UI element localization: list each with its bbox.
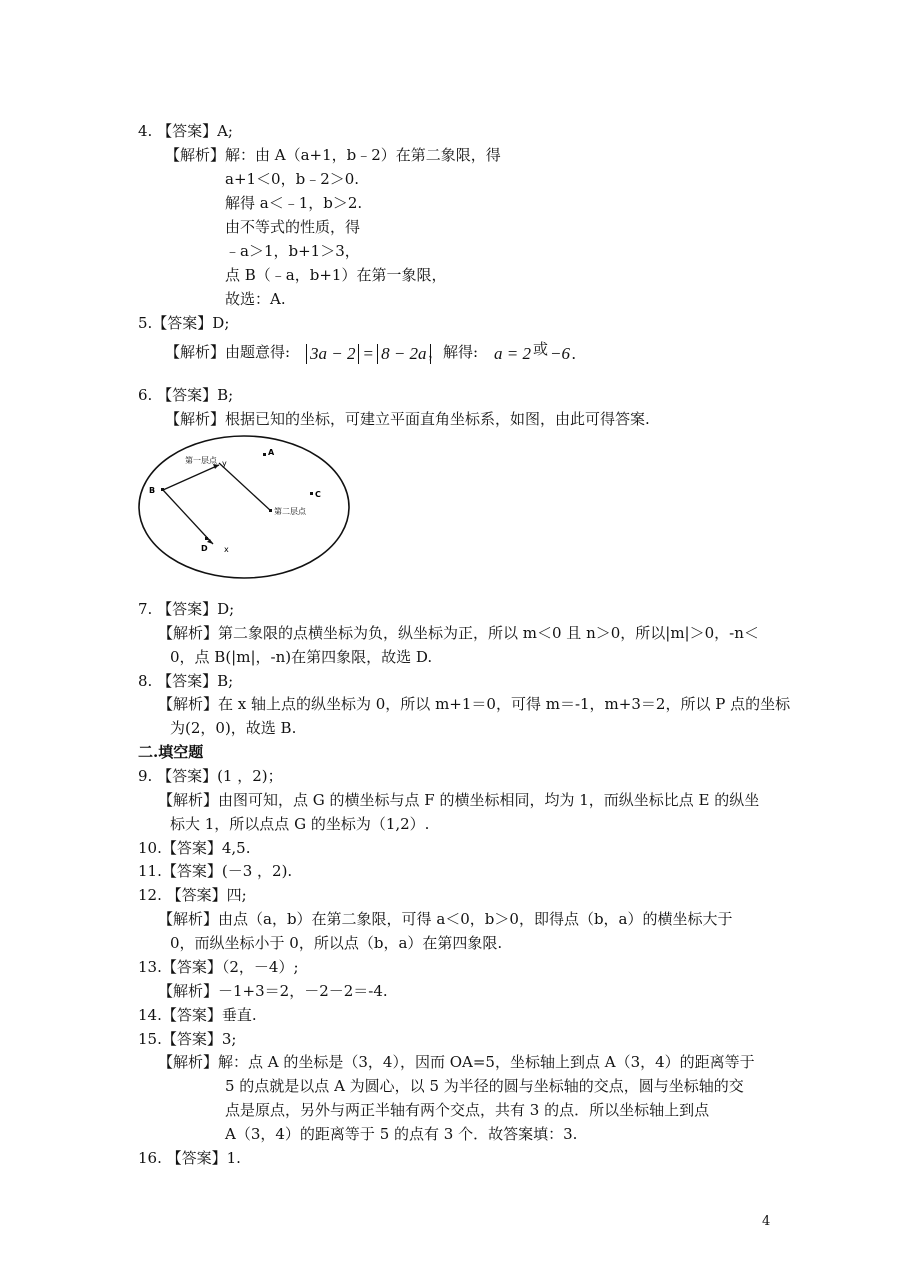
text-line-l16: 0，点 B(|m|，-n)在第四象限，故选 D.	[170, 648, 433, 666]
text-line-l15: 【解析】第二象限的点横坐标为负，纵坐标为正，所以 m＜0 且 n＞0，所以|m|＞0，-n＜	[158, 624, 759, 642]
text-line-l28: 0，而纵坐标小于 0，所以点（b，a）在第四象限.	[170, 934, 503, 952]
text-line-l33: 【解析】解：点 A 的坐标是（3，4），因而 OA=5，坐标轴上到点 A（3，4）的距离等于	[158, 1053, 755, 1071]
text-line-l3: a+1＜0，b﹣2＞0.	[225, 170, 360, 188]
label-x: x	[224, 545, 229, 554]
text-line-l20: 二.填空题	[138, 743, 204, 761]
period: .	[571, 344, 577, 363]
text-line-l4: 解得 a＜﹣1，b＞2.	[225, 194, 363, 212]
text-line-l26: 12. 【答案】四;	[138, 886, 247, 904]
text-line-l36: A（3，4）的距离等于 5 的点有 3 个．故答案填：3.	[225, 1125, 578, 1143]
text-line-l18: 【解析】在 x 轴上点的纵坐标为 0，所以 m+1＝0，可得 m＝-1，m+3＝2，所以 P 点的坐标	[158, 695, 791, 713]
text-line-l10: 【解析】由题意得:	[165, 343, 291, 361]
text-line-l11: ，解得:	[428, 343, 479, 361]
label-d: D	[201, 544, 208, 553]
point-c	[310, 492, 313, 495]
text-line-l5: 由不等式的性质，得	[225, 218, 361, 236]
label-c: C	[315, 490, 321, 499]
text-line-l29: 13.【答案】（2，－4）;	[138, 958, 299, 976]
text-line-l21: 9. 【答案】(1 ，2)；	[138, 767, 283, 785]
text-line-l14: 7. 【答案】D;	[138, 600, 235, 618]
text-line-l34: 5 的点就是以点 A 为圆心，以 5 为半径的圆与坐标轴的交点，圆与坐标轴的交	[225, 1077, 744, 1095]
text-line-l30: 【解析】－1+3＝2，－2－2＝-4.	[158, 982, 388, 1000]
text-line-l23: 标大 1，所以点点 G 的坐标为（1,2）.	[170, 815, 430, 833]
equation-q5	[306, 341, 431, 367]
text-line-l6: ﹣a＞1，b+1＞3，	[225, 242, 360, 260]
text-line-l22: 【解析】由图可知，点 G 的横坐标与点 F 的横坐标相同，均为 1，而纵坐标比点 E 的纵坐	[158, 791, 760, 809]
text-line-l9: 5.【答案】D;	[138, 314, 230, 332]
solution-1: a = 2	[494, 344, 531, 363]
point-second	[269, 509, 272, 512]
text-line-l35: 点是原点，另外与两正半轴有两个交点，共有 3 的点．所以坐标轴上到点	[225, 1101, 710, 1119]
text-line-l2: 【解析】解：由 A（a+1，b﹣2）在第二象限，得	[165, 146, 501, 164]
point-d	[205, 537, 208, 540]
text-line-l25: 11.【答案】(－3 ，2).	[138, 862, 293, 880]
solution-q5	[494, 341, 576, 367]
text-line-l8: 故选：A.	[225, 290, 286, 308]
text-line-l12: 6. 【答案】B;	[138, 386, 234, 404]
or-word: 或	[532, 339, 548, 358]
text-line-l1: 4. 【答案】A;	[138, 122, 233, 140]
text-line-l31: 14.【答案】垂直.	[138, 1006, 257, 1024]
abs-rhs: 8 − 2a	[377, 344, 430, 364]
diagonal-line	[219, 463, 271, 511]
page-number: 4	[762, 1214, 771, 1229]
text-line-l24: 10.【答案】4,5.	[138, 839, 251, 857]
outline-ellipse	[139, 436, 349, 578]
text-line-l17: 8. 【答案】B;	[138, 672, 234, 690]
text-line-l27: 【解析】由点（a，b）在第二象限，可得 a＜0，b＞0，即得点（b，a）的横坐标大于	[158, 910, 733, 928]
solution-2: −6	[550, 344, 570, 363]
point-a	[263, 453, 266, 456]
label-second-point: 第二层点	[274, 507, 306, 516]
text-line-l13: 【解析】根据已知的坐标，可建立平面直角坐标系，如图，由此可得答案.	[165, 410, 650, 428]
equals-sign: =	[363, 344, 374, 363]
point-b	[161, 488, 164, 491]
x-axis-arrow	[163, 490, 213, 544]
abs-lhs: 3a − 2	[306, 344, 359, 364]
label-y: y	[222, 459, 227, 468]
label-first-point: 第一层点	[185, 456, 217, 465]
label-b: B	[149, 486, 156, 495]
text-line-l19: 为(2，0)，故选 B.	[170, 719, 297, 737]
label-a: A	[268, 448, 275, 457]
coordinate-diagram	[137, 433, 352, 581]
text-line-l32: 15.【答案】3;	[138, 1030, 237, 1048]
y-axis-arrow	[163, 465, 219, 490]
text-line-l7: 点 B（﹣a，b+1）在第一象限，	[225, 266, 447, 284]
text-line-l37: 16. 【答案】1.	[138, 1149, 241, 1167]
